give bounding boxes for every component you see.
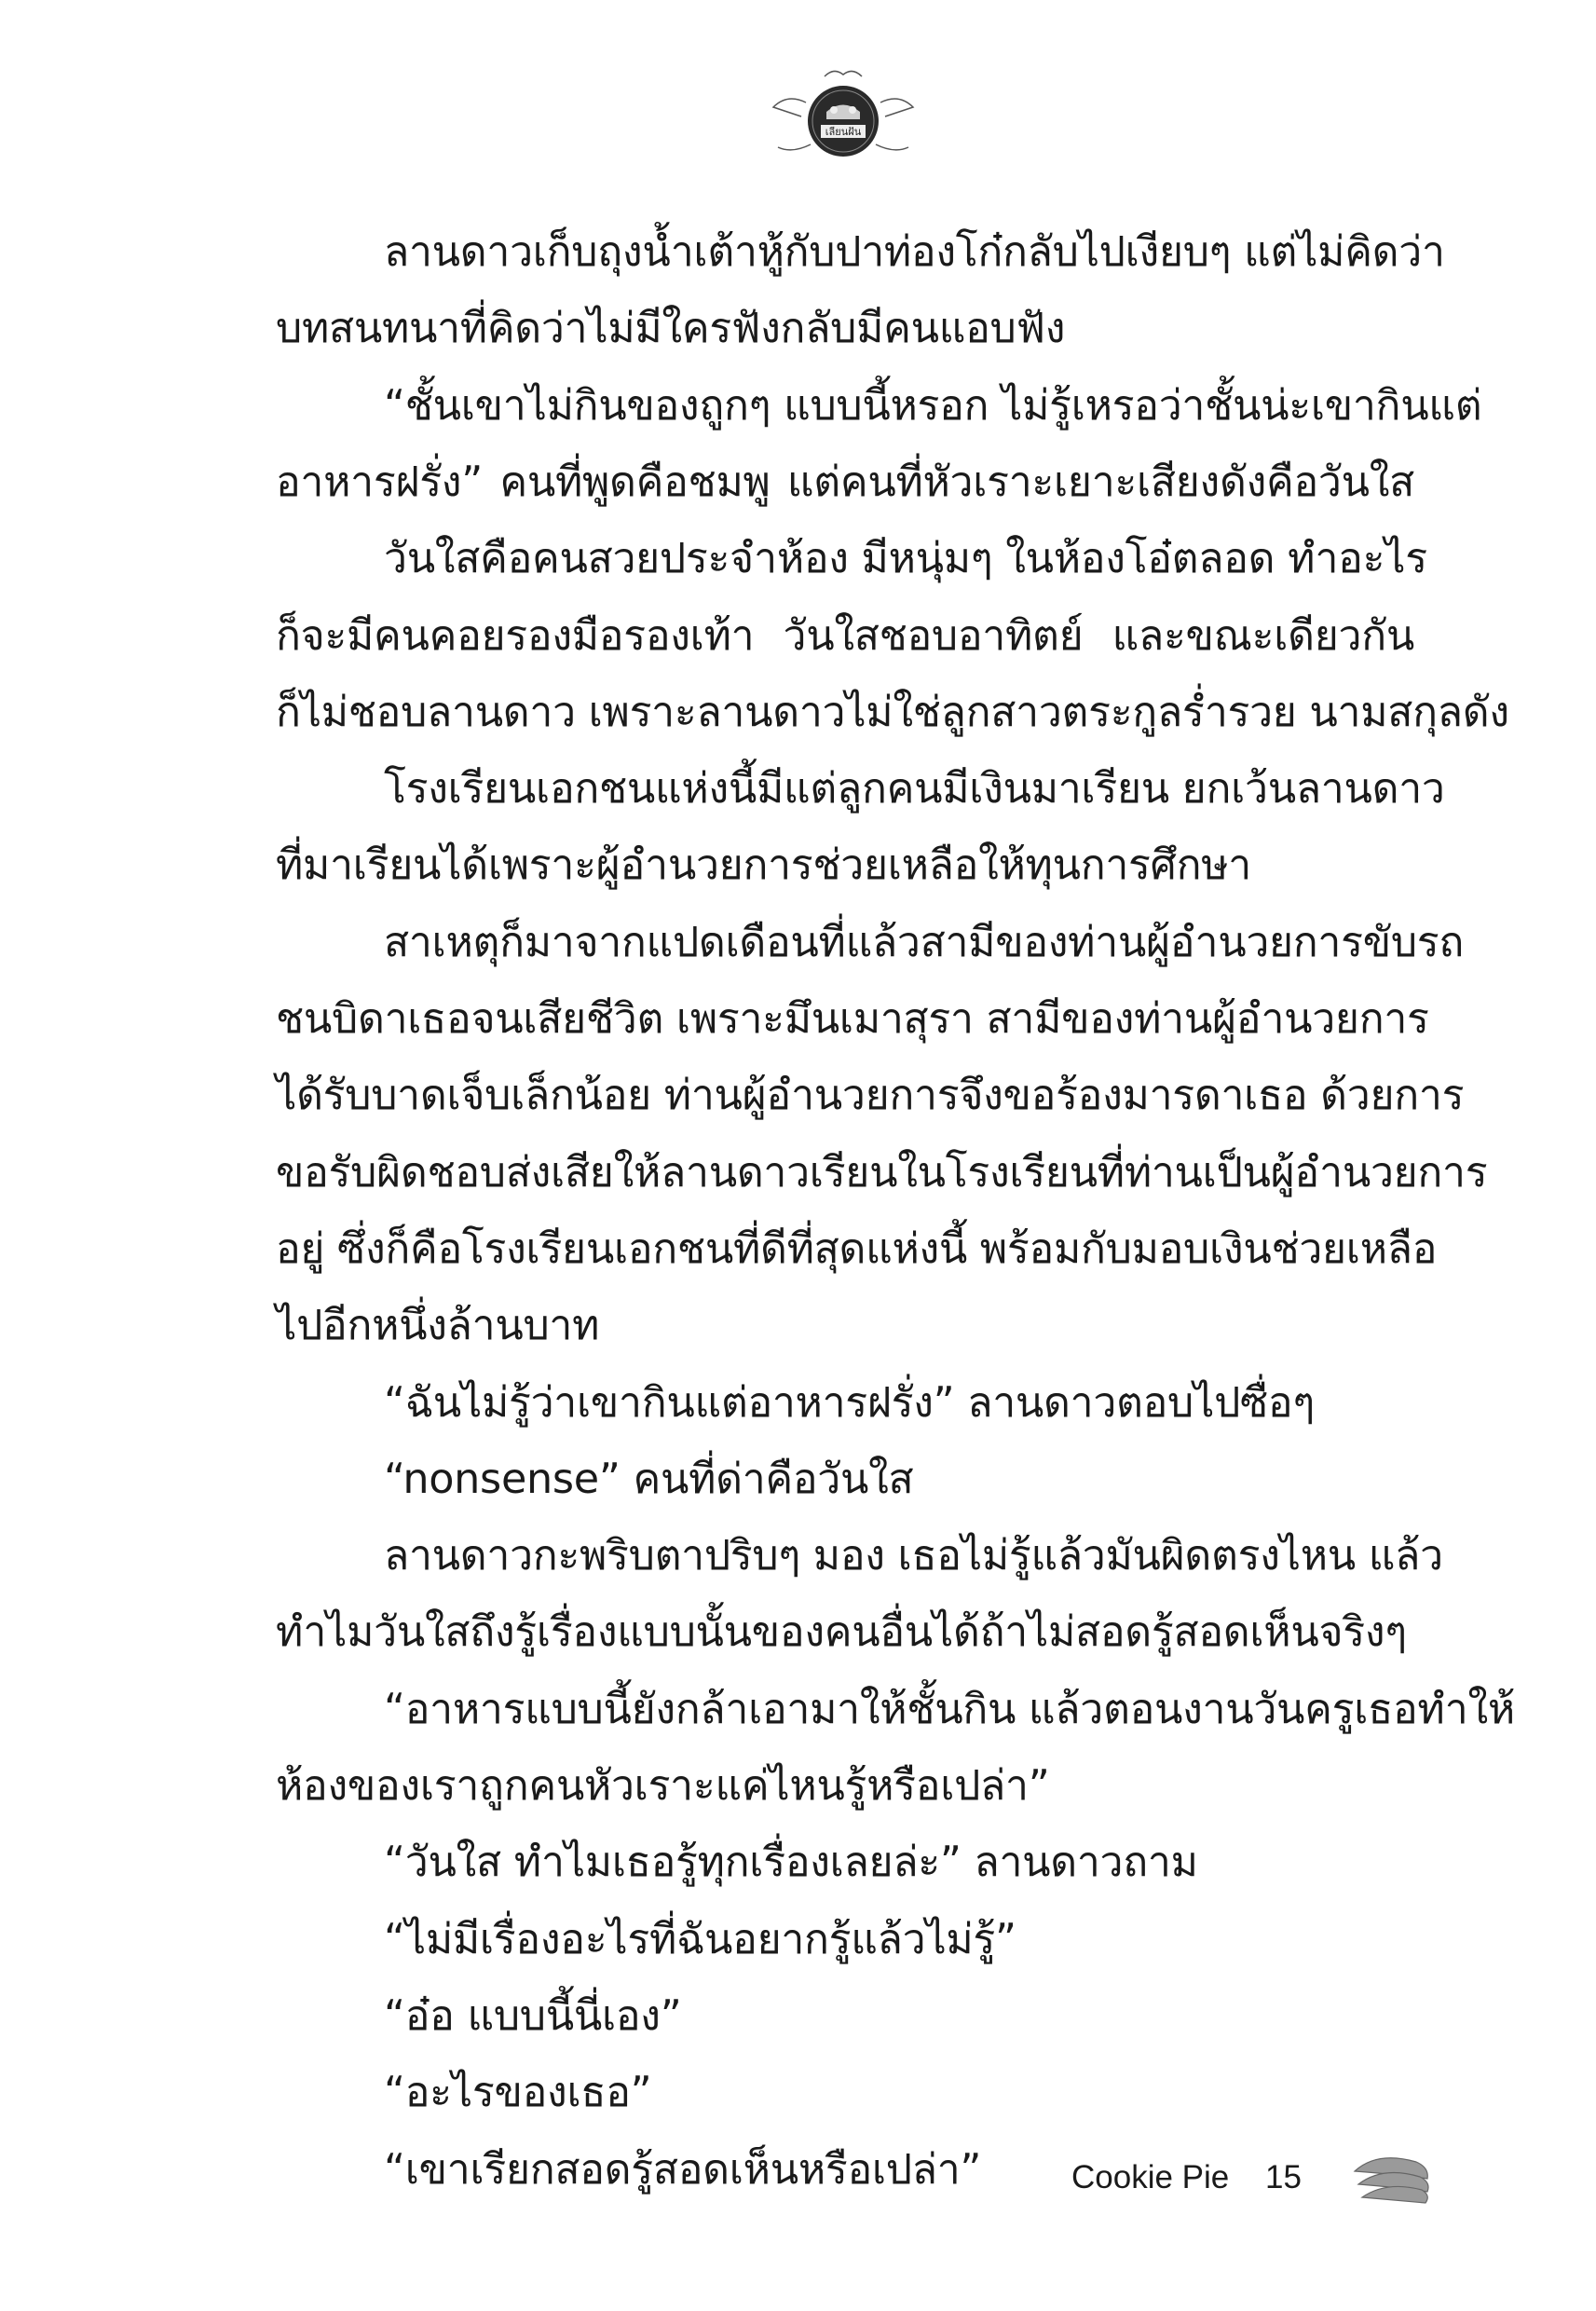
page-number: 15 bbox=[1265, 2159, 1302, 2195]
text-line: “อ๋อ แบบนี้นี่เอง” bbox=[384, 1991, 682, 2040]
text-line: ไปอีกหนึ่งล้านบาท bbox=[276, 1302, 600, 1350]
text-line: ขอรับผิดชอบส่งเสียให้ลานดาวเรียนในโรงเรียนที่ท่านเป็นผู้อำนวยการ bbox=[276, 1148, 1488, 1197]
svg-text:เลียนฝัน: เลียนฝัน bbox=[825, 126, 862, 138]
quill-feather-icon bbox=[1349, 2134, 1433, 2218]
text-line: บทสนทนาที่คิดว่าไม่มีใครฟังกลับมีคนแอบฟัง bbox=[276, 305, 1066, 353]
text-line: ห้องของเราถูกคนหัวเราะแค่ไหนรู้หรือเปล่า” bbox=[276, 1762, 1050, 1810]
text-line: วันใสคือคนสวยประจำห้อง มีหนุ่มๆ ในห้องโอ๋ตลอด ทำอะไร bbox=[384, 535, 1427, 583]
text-line: ได้รับบาดเจ็บเล็กน้อย ท่านผู้อำนวยการจึงขอร้องมารดาเธอ ด้วยการ bbox=[276, 1072, 1465, 1120]
text-line: “ไม่มีเรื่องอะไรที่ฉันอยากรู้แล้วไม่รู้” bbox=[384, 1915, 1016, 1963]
text-line: ที่มาเรียนได้เพราะผู้อำนวยการช่วยเหลือให้ทุนการศึกษา bbox=[276, 841, 1251, 890]
text-line: สาเหตุก็มาจากแปดเดือนที่แล้วสามีของท่านผู้อำนวยการขับรถ bbox=[384, 918, 1465, 966]
text-line: “อาหารแบบนี้ยังกล้าเอามาให้ชั้นกิน แล้วตอนงานวันครูเธอทำให้ bbox=[384, 1685, 1515, 1733]
text-line: “เขาเรียกสอดรู้สอดเห็นหรือเปล่า” bbox=[384, 2145, 982, 2194]
footer-book-title: Cookie Pie bbox=[1071, 2159, 1230, 2195]
text-line: ก็จะมีคนคอยรองมือรองเท้า วันใสชอบอาทิตย์ และขณะเดียวกัน bbox=[276, 611, 1414, 660]
text-line: ลานดาวกะพริบตาปริบๆ มอง เธอไม่รู้แล้วมันผิดตรงไหน แล้ว bbox=[384, 1532, 1443, 1580]
publisher-emblem-logo bbox=[769, 65, 918, 168]
text-line: “ชั้นเขาไม่กินของถูกๆ แบบนี้หรอก ไม่รู้เหรอว่าชั้นน่ะเขากินแต่ bbox=[384, 381, 1482, 430]
text-line: ทำไมวันใสถึงรู้เรื่องแบบนั้นของคนอื่นได้ถ้าไม่สอดรู้สอดเห็นจริงๆ bbox=[276, 1608, 1407, 1657]
text-line: ชนบิดาเธอจนเสียชีวิต เพราะมึนเมาสุรา สามีของท่านผู้อำนวยการ bbox=[276, 995, 1429, 1043]
text-line: อาหารฝรั่ง” คนที่พูดคือชมพู แต่คนที่หัวเราะเยาะเสียงดังคือวันใส bbox=[276, 458, 1414, 506]
text-line: “nonsense” คนที่ด่าคือวันใส bbox=[384, 1455, 914, 1503]
text-line: “อะไรของเธอ” bbox=[384, 2069, 652, 2117]
text-line: “ฉันไม่รู้ว่าเขากินแต่อาหารฝรั่ง” ลานดาวตอบไปซื่อๆ bbox=[384, 1378, 1315, 1427]
text-line: ก็ไม่ชอบลานดาว เพราะลานดาวไม่ใช่ลูกสาวตระกูลร่ำรวย นามสกุลดัง bbox=[276, 688, 1509, 736]
text-line: โรงเรียนเอกชนแห่งนี้มีแต่ลูกคนมีเงินมาเรียน ยกเว้นลานดาว bbox=[384, 765, 1445, 814]
text-line: ลานดาวเก็บถุงน้ำเต้าหู้กับปาท่องโก๋กลับไปเงียบๆ แต่ไม่คิดว่า bbox=[384, 228, 1445, 276]
text-line: “วันใส ทำไมเธอรู้ทุกเรื่องเลยล่ะ” ลานดาวถาม bbox=[384, 1839, 1198, 1887]
text-line: อยู่ ซึ่งก็คือโรงเรียนเอกชนที่ดีที่สุดแห่งนี้ พร้อมกับมอบเงินช่วยเหลือ bbox=[276, 1224, 1438, 1273]
